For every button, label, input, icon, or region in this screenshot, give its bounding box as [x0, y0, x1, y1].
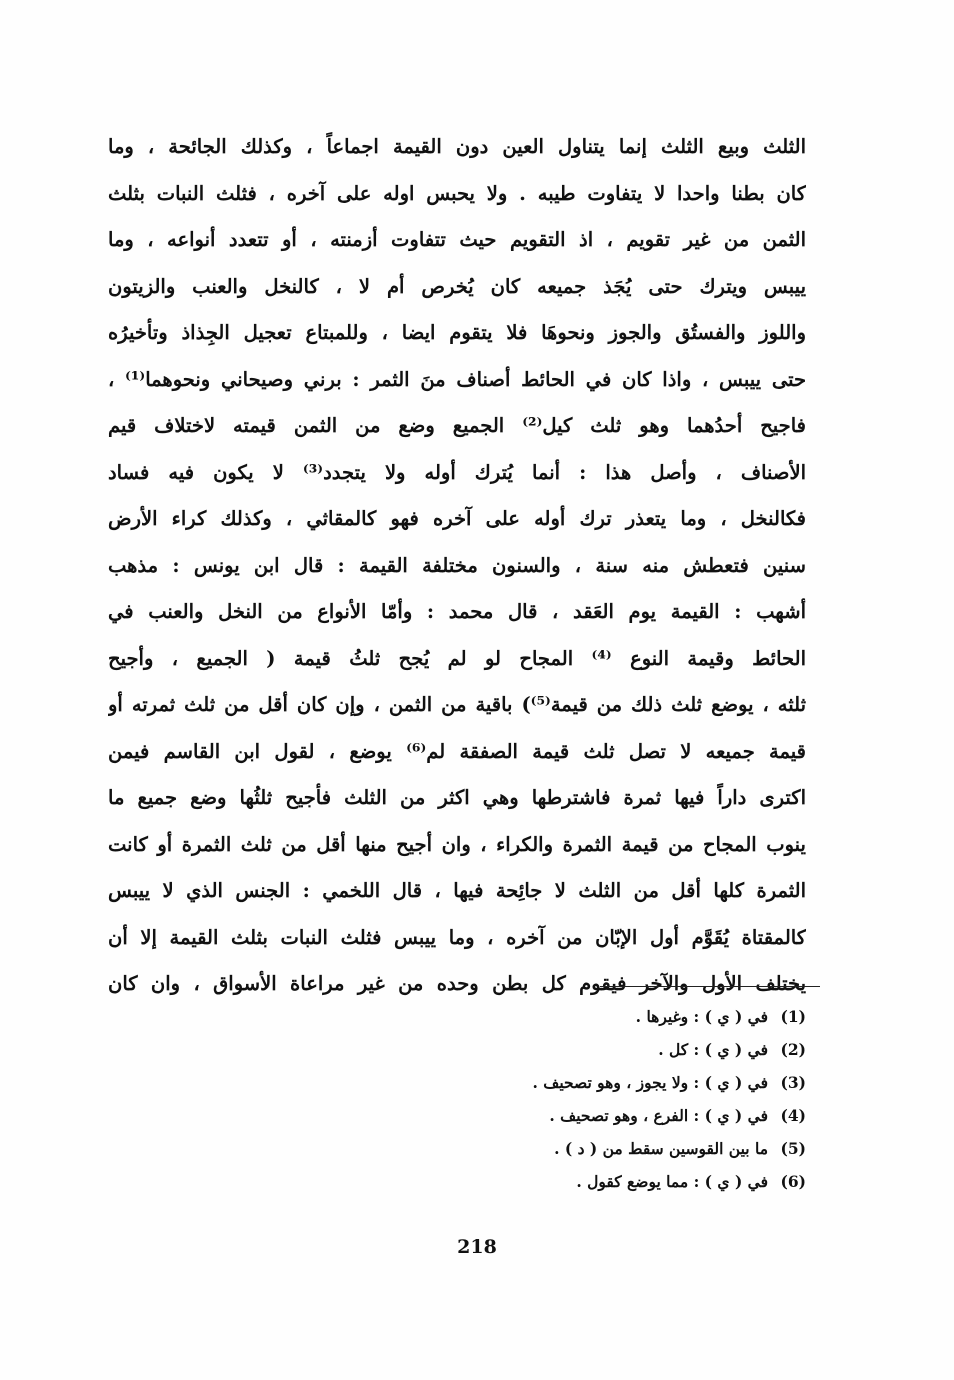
- text-line: فاجيح أحدُهما وهو ثلث كيل⁽²⁾ الجميع وضع من الثمن قيمته لاختلاف قيم: [108, 414, 806, 437]
- footnote-text: في ( ي ) : الفرع ، وهو تصحيف .: [549, 1106, 768, 1125]
- footnote: [306, 1066, 806, 1099]
- footnote-number: (2): [780, 1040, 806, 1059]
- footnote-divider: [600, 986, 820, 987]
- text-line: الثمن من غير تقويم ، اذ التقويم حيث تتفاوت أزمنته ، أو تتعدد أنواعه ، وما: [108, 228, 806, 251]
- footnote: [306, 1165, 806, 1198]
- text-line: الحائط وقيمة النوع ⁽⁴⁾ المجاح لو لم يُجح ثلثُ قيمة ( الجميع ، وأجيح: [108, 646, 806, 670]
- main-text: [108, 124, 806, 1008]
- text-line: قيمة جميعه لا تصل ثلث قيمة الصفقة لم⁽⁶⁾ يوضع ، لقول ابن القاسم فيمن: [108, 739, 806, 763]
- text-line: الثلث وبيع الثلث إنما يتناول العين دون القيمة اجماعاً ، وكذلك الجائحة ، وما: [108, 135, 806, 158]
- footnote-number: (4): [780, 1106, 806, 1125]
- footnote-text: في ( ي ) : كل .: [658, 1040, 768, 1059]
- footnotes: [306, 1000, 806, 1198]
- text-line: فكالنخل ، وما يتعذر ترك أوله على آخره فهو كالمقاثي ، وكذلك كراء الأرض: [108, 507, 806, 530]
- text-line: كان بطنا واحدا لا يتفاوت طيبه . ولا يحبس اوله على آخره ، فثلث النبات بثلث: [108, 181, 806, 205]
- footnote-number: (1): [780, 1007, 806, 1026]
- footnote: [306, 1000, 806, 1033]
- page-number: 218: [457, 1236, 497, 1258]
- text-line: سنين فتعطش منه سنة ، والسنون مختلفة القيمة : قال ابن يونس : مذهب: [108, 553, 806, 577]
- footnote: [306, 1132, 806, 1165]
- text-line: يختلف الأول والآخر فيقوم كل بطن وحده من غير مراعاة الأسواق ، وان كان: [108, 972, 806, 995]
- footnote: [306, 1033, 806, 1066]
- text-line: الأصناف ، وأصل هذا : أنما يُترك أوله ولا يتجدد⁽³⁾ لا يكون فيه فساد: [108, 460, 806, 484]
- footnote-text: في ( ي ) : وغيرها .: [635, 1007, 768, 1026]
- text-line: اكترى داراً فيها ثمرة فاشترطها وهي اكثر من الثلث فأجيح ثلثُها وضع جميع ما: [108, 786, 806, 809]
- text-line: أشهب : القيمة يوم العَقد ، قال محمد : وأمّا الأنواع من النخل والعنب في: [108, 600, 806, 623]
- text-line: ثلثه ، يوضع ثلث ذلك من قيمة⁽⁵⁾) باقية من الثمن ، وإن كان أقل من ثلث ثمرته أو: [108, 693, 806, 716]
- footnote-number: (5): [780, 1139, 806, 1158]
- footnote-text: في ( ي ) : ولا يجوز ، وهو تصحيف .: [532, 1073, 768, 1092]
- text-line: كالمقتاة يُقَوَّم أول الإبّان من آخره ، وما ييبس فثلث النبات بثلث القيمة إلا أن: [108, 925, 806, 949]
- footnote-text: ما بين القوسين سقط من ( د ) .: [554, 1139, 768, 1158]
- text-line: ينوب المجاح من قيمة الثمرة والكراء ، وان أجيح منها أقل من ثلث الثمرة أو كانت: [108, 832, 806, 856]
- footnote-number: (3): [780, 1073, 806, 1092]
- text-line: واللوز والفستُق والجوز ونحوهَا فلا يتقوم ايضا ، وللمبتاع تعجيل الجِذاذ وتأخيرُه: [108, 321, 806, 344]
- footnote: [306, 1099, 806, 1132]
- text-line: الثمرة كلها أقل من الثلث لا جائِحة فيها ، قال اللخمي : الجنس الذي لا ييبس: [108, 879, 806, 902]
- footnote-number: (6): [780, 1172, 806, 1191]
- text-line: حتى ييبس ، واذا كان في الحائط أصناف منَ الثمر : برني وصيحاني ونحوهما⁽¹⁾ ،: [108, 367, 806, 391]
- text-line: ييبس ويترك حتى يُجَذ جميعه كان يُخرص أم لا ، كالنخل والعنب والزيتون: [108, 274, 806, 298]
- footnote-text: في ( ي ) : مما يوضع كقول .: [576, 1172, 768, 1191]
